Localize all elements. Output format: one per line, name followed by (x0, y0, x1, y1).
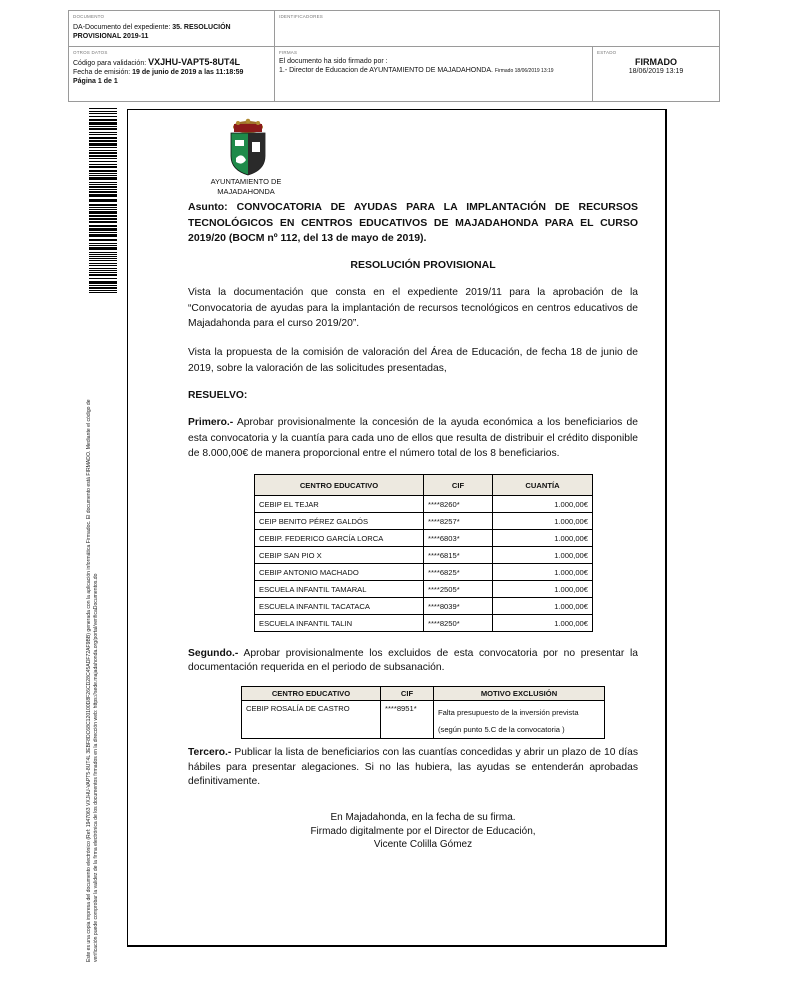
table-row: ESCUELA INFANTIL TACATACA ****8039* 1.000,00€ (255, 598, 593, 615)
signature-header-box (68, 10, 720, 102)
firmas-label: FIRMAS (279, 50, 298, 55)
primero-paragraph: Primero.- Aprobar provisionalmente la concesión de la ayuda económica a los beneficiarios de esta convocatoria y la cuantía para cada uno de ellos que resulta de distribuir el crédito disponible de 8.000,00€ de manera proporcional entre el número total de los 8 beneficiarios. (188, 417, 638, 459)
col-centro: CENTRO EDUCATIVO (242, 687, 381, 701)
table-row: CEIP BENITO PÉREZ GALDÓS ****8257* 1.000,00€ (255, 513, 593, 530)
col-centro: CENTRO EDUCATIVO (255, 475, 424, 496)
table-header-row (255, 475, 593, 496)
coat-of-arms-icon (218, 118, 278, 176)
otros-datos-cell (69, 47, 275, 101)
table-row: ESCUELA INFANTIL TALIN ****8250* 1.000,00€ (255, 615, 593, 632)
resuelvo-heading: RESUELVO: (188, 390, 248, 401)
firmas-cell (275, 47, 593, 101)
firmas-line2: 1.- Director de Educacion de AYUNTAMIENTO DE MAJADAHONDA. Firmado 18/06/2019 13:19 (279, 67, 554, 74)
paragraph-vista-propuesta: Vista la propuesta de la comisión de valoración del Área de Educación, de fecha 18 de junio de 2019, sobre la valoración de las solicitudes presentadas, (188, 347, 638, 374)
table-row: CEBIP SAN PIO X ****6815* 1.000,00€ (255, 547, 593, 564)
table-header-row (242, 687, 605, 701)
signature-line3: Vicente Colilla Gómez (373, 839, 473, 850)
resolution-title: RESOLUCIÓN PROVISIONAL (350, 259, 496, 271)
codigo-validacion: Código para validación: VXJHU-VAPT5-8UT4L (73, 57, 240, 67)
side-verification-note (86, 302, 100, 962)
documento-label: DOCUMENTO (73, 14, 105, 19)
signature-line1: En Majadahonda, en la fecha de su firma. (330, 812, 516, 823)
pagina-number: Página 1 de 1 (73, 78, 118, 85)
excluded-table (241, 686, 605, 739)
side-note-line1: Este es una copia impresa del documento electrónico (Ref: 1947063 VXJHU-VAPT5-8UT4L 3EBF8DC68C120100D8F26CD28C45ADF72AF9BB) generada con la aplicación informática Firmadoc. El documento está FIRMADO. Mediante el código de (86, 399, 92, 962)
identificadores-cell (275, 11, 719, 47)
paragraph-vista-documentacion: Vista la documentación que consta en el expediente 2019/11 para la aprobación de la “Convocatoria de ayudas para la implantación de recursos tecnológicos en centros educativos de Majadahonda para el curso 2019/20”. (188, 287, 638, 329)
table-row: CEBIP EL TEJAR ****8260* 1.000,00€ (255, 496, 593, 513)
table-row: CEBIP ANTONIO MACHADO ****6825* 1.000,00€ (255, 564, 593, 581)
estado-date: 18/06/2019 13:19 (628, 68, 684, 75)
otros-datos-label: OTROS DATOS (73, 50, 108, 55)
col-cif: CIF (381, 687, 434, 701)
barcode-image (89, 108, 117, 293)
firmas-line1: El documento ha sido firmado por : (279, 58, 388, 65)
documento-cell (69, 11, 275, 47)
table-row: CEBIP. FEDERICO GARCÍA LORCA ****6803* 1.000,00€ (255, 530, 593, 547)
identificadores-label: IDENTIFICADORES (279, 14, 324, 19)
col-cif: CIF (424, 475, 493, 496)
col-cuantia: CUANTÍA (493, 475, 593, 496)
asunto-paragraph: Asunto: CONVOCATORIA DE AYUDAS PARA LA IMPLANTACIÓN DE RECURSOS TECNOLÓGICOS EN CENTROS EDUCATIVOS DE MAJADAHONDA PARA EL CURSO 2019/20 (BOCM nº 112, del 13 de mayo de 2019). (188, 201, 639, 244)
signature-line2: Firmado digitalmente por el Director de Educación, (310, 825, 536, 837)
segundo-paragraph: Segundo.- Aprobar provisionalmente los excluidos de esta convocatoria por no presentar la documentación requerida en el periodo de subsanación. (188, 648, 638, 673)
side-note-line2: verificación puede comprobar la validez de la firma electrónica de los documentos firmados en la dirección web: https://sede.majadahonda.org/portal/verificaDocumentos.do (93, 573, 99, 962)
table-row: CEBIP ROSALÍA DE CASTRO ****8951* Falta presupuesto de la inversión prevista (según punto 5.C de la convocatoria ) (242, 701, 605, 739)
estado-cell (593, 47, 719, 101)
beneficiaries-table (254, 474, 593, 632)
fecha-emision: Fecha de emisión: 19 de junio de 2019 a las 11:18:59 (73, 69, 244, 76)
logo-caption: AYUNTAMIENTO DE MAJADAHONDA (210, 177, 282, 196)
tercero-paragraph: Tercero.- Publicar la lista de beneficiarios con las cuantías concedidas y abrir un plazo de 10 días hábiles para presentar alegaciones. Si no las hubiera, las ayudas se entenderán aprobadas definitivamente. (188, 747, 638, 787)
signature-block (188, 811, 658, 852)
col-motivo: MOTIVO EXCLUSIÓN (434, 687, 605, 701)
documento-value: DA-Documento del expediente: 35. RESOLUCIÓN PROVISIONAL 2019-11 (73, 24, 231, 40)
estado-value: FIRMADO (635, 57, 677, 67)
estado-label: ESTADO (597, 50, 617, 55)
table-row: ESCUELA INFANTIL TAMARAL ****2505* 1.000,00€ (255, 581, 593, 598)
